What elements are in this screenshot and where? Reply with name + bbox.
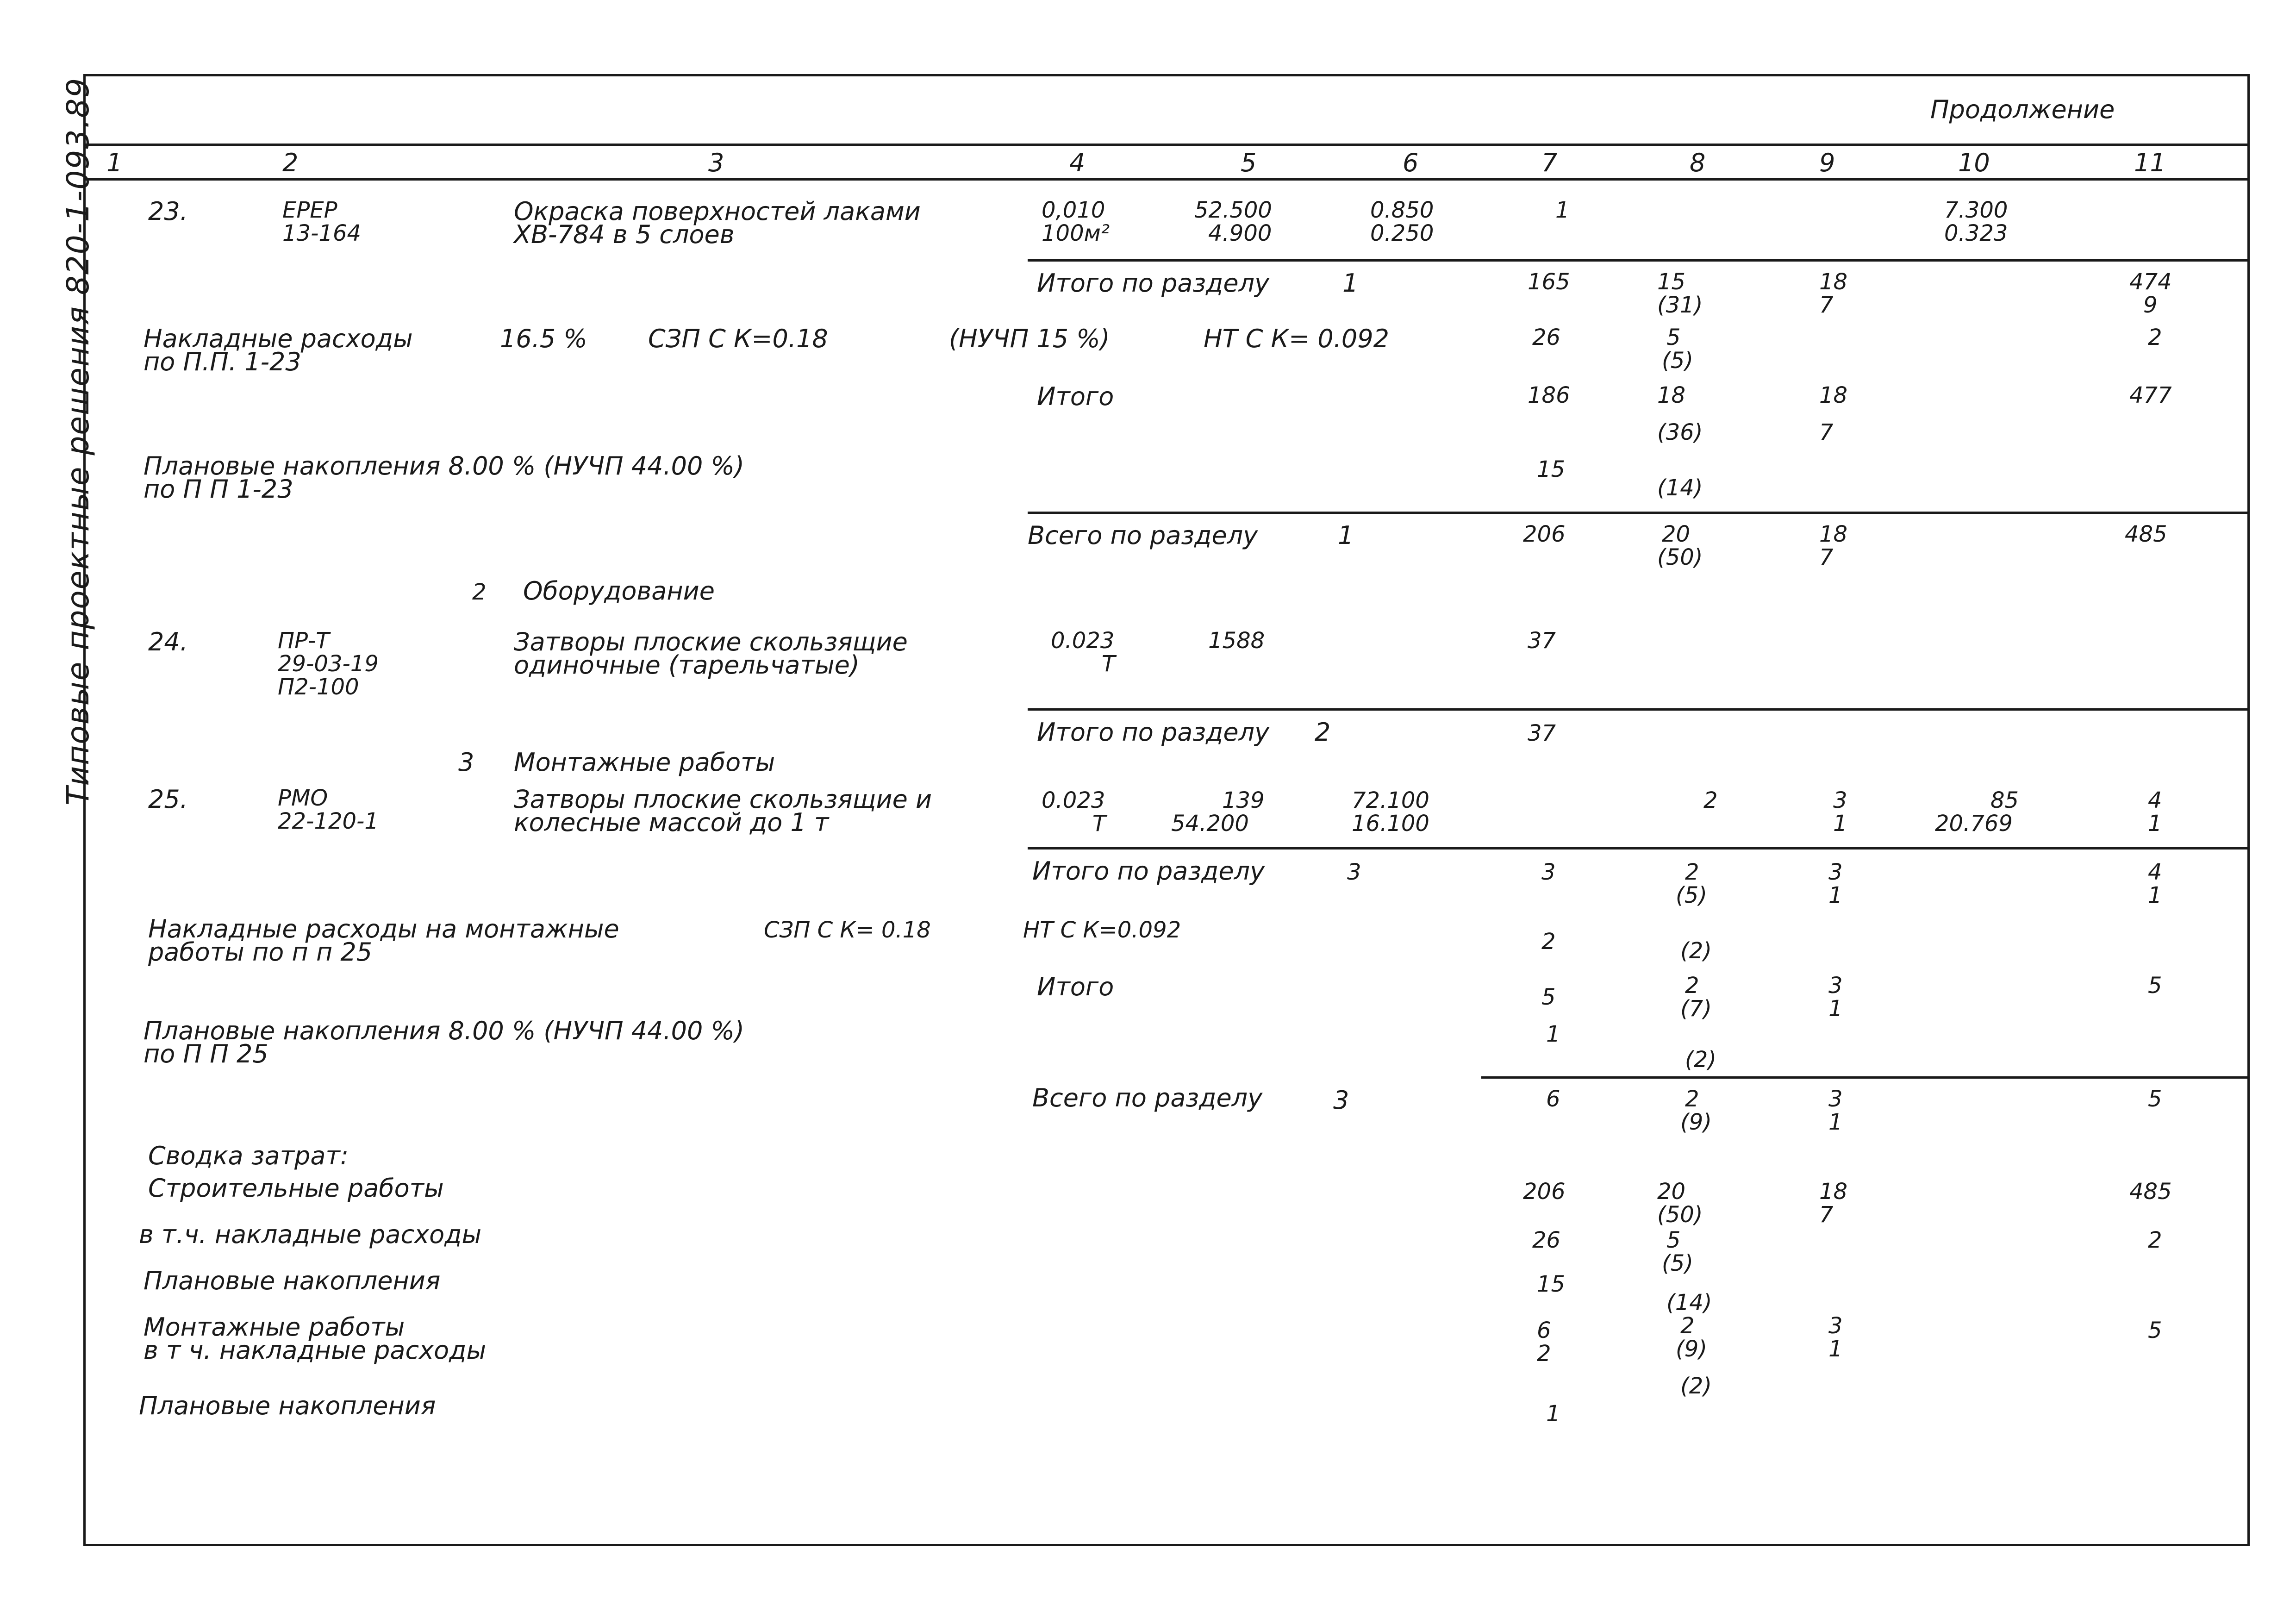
plan-label: по П П 25 xyxy=(144,1039,268,1068)
summary-label: в т.ч. накладные расходы xyxy=(139,1220,482,1249)
col-num: 9 xyxy=(1819,148,1835,177)
cell: (36) xyxy=(1657,419,1703,445)
row-name: ХВ-784 в 5 слоев xyxy=(514,220,735,249)
cell: 1 xyxy=(2148,811,2162,837)
cell: 206 xyxy=(1523,1179,1566,1205)
overhead-label: Накладные расходы на монтажные xyxy=(148,914,619,943)
cell: 1588 xyxy=(1208,628,1265,654)
cell: 3 xyxy=(1828,1313,1843,1339)
row-num: 23. xyxy=(148,197,188,226)
cell: 3 xyxy=(1828,859,1843,885)
row-name: Окраска поверхностей лаками xyxy=(514,197,921,226)
cell: 26 xyxy=(1532,1227,1561,1253)
cell: 2 xyxy=(1685,973,1699,999)
cell: 37 xyxy=(1528,628,1556,654)
overhead-szp: СЗП С К= 0.18 xyxy=(764,917,931,943)
row-code: 29-03-19 xyxy=(278,651,379,677)
section-total-label: Итого по разделу xyxy=(1037,718,1270,747)
cell: 54.200 xyxy=(1171,811,1249,837)
cell: 7 xyxy=(1819,419,1834,445)
summary-label: Монтажные работы xyxy=(144,1312,405,1342)
cell: 2 xyxy=(1703,787,1718,813)
cell: 52.500 xyxy=(1194,197,1272,223)
row-code: ЕРЕР xyxy=(282,197,337,223)
cell: 9 xyxy=(2143,292,2158,318)
cell: 0,010 xyxy=(1042,197,1105,223)
overhead-label: Накладные расходы xyxy=(144,324,413,353)
cell: 0.323 xyxy=(1944,220,2008,246)
overhead-nt: НТ С К= 0.092 xyxy=(1204,324,1389,353)
section-divider xyxy=(1481,1076,2250,1079)
cell: 1 xyxy=(2148,882,2162,908)
cell: 0.023 xyxy=(1051,628,1115,654)
cell: 2 xyxy=(1537,1341,1551,1367)
cell: 7 xyxy=(1819,292,1834,318)
cell: (50) xyxy=(1657,544,1703,570)
section-divider xyxy=(1028,512,2250,514)
cell: 20 xyxy=(1662,521,1691,547)
cell: 1 xyxy=(1828,882,1843,908)
cell: 3 xyxy=(1828,1086,1843,1112)
col-num: 3 xyxy=(708,148,724,177)
cell: 165 xyxy=(1528,269,1570,295)
cell: 37 xyxy=(1528,720,1556,746)
cell: 0.023 xyxy=(1042,787,1105,813)
overhead-nt: НТ С К=0.092 xyxy=(1023,917,1181,943)
row-name: Затворы плоские скользящие и xyxy=(514,785,932,814)
cell: (50) xyxy=(1657,1202,1703,1228)
overhead-label: по П.П. 1-23 xyxy=(144,347,301,376)
row-name: одиночные (тарельчатые) xyxy=(514,650,860,680)
cell: 5 xyxy=(1666,325,1681,350)
section-number: 1 xyxy=(1338,521,1354,550)
cell: 1 xyxy=(1828,1109,1843,1135)
cell: 2 xyxy=(2148,1227,2162,1253)
section-number: 2 xyxy=(472,579,487,605)
section-grand-label: Всего по разделу xyxy=(1028,521,1258,550)
column-numbers-divider xyxy=(83,178,2250,181)
cell: 18 xyxy=(1657,382,1686,408)
cell: 1 xyxy=(1828,1336,1843,1362)
cell: 16.100 xyxy=(1352,811,1429,837)
row-num: 24. xyxy=(148,627,188,656)
cell: 6 xyxy=(1546,1086,1560,1112)
row-name: Затворы плоские скользящие xyxy=(514,627,908,656)
cell: 5 xyxy=(2148,1086,2162,1112)
col-num: 1 xyxy=(106,148,123,177)
cell: 1 xyxy=(1555,197,1570,223)
section-divider xyxy=(1028,708,2250,711)
cell: 485 xyxy=(2125,521,2167,547)
overhead-nuchp: (НУЧП 15 %) xyxy=(949,324,1110,353)
cell: 15 xyxy=(1537,1271,1566,1297)
section-number: 2 xyxy=(1315,718,1331,747)
cell: (14) xyxy=(1657,475,1703,501)
cell: (14) xyxy=(1666,1290,1712,1316)
cell: 206 xyxy=(1523,521,1566,547)
subtotal-label: Итого xyxy=(1037,972,1114,1001)
cell: 139 xyxy=(1222,787,1265,813)
cell: (2) xyxy=(1680,1373,1712,1399)
cell: 1 xyxy=(1546,1021,1560,1047)
section-title: Оборудование xyxy=(523,576,715,606)
section-number: 3 xyxy=(1347,859,1361,885)
row-name: колесные массой до 1 т xyxy=(514,808,829,837)
col-num: 6 xyxy=(1403,148,1419,177)
section-number: 3 xyxy=(458,748,474,777)
cell: 1 xyxy=(1833,811,1847,837)
cell: 100м² xyxy=(1042,220,1110,246)
overhead-szp: СЗП С К=0.18 xyxy=(648,324,828,353)
cell: 2 xyxy=(1685,859,1699,885)
summary-label: Плановые накопления xyxy=(144,1266,441,1295)
section-divider xyxy=(1028,847,2250,849)
cell: 4.900 xyxy=(1208,220,1272,246)
overhead-label: работы по п п 25 xyxy=(148,937,373,967)
cell: 6 xyxy=(1537,1318,1551,1343)
cell: (9) xyxy=(1676,1336,1707,1362)
cell: 2 xyxy=(1680,1313,1695,1339)
section-total-label: Итого по разделу xyxy=(1032,856,1265,886)
cell: 7.300 xyxy=(1944,197,2008,223)
cell: (7) xyxy=(1680,996,1712,1022)
col-num: 2 xyxy=(282,148,299,177)
continuation-label: Продолжение xyxy=(1930,95,2115,124)
side-title: Типовые проектные решения 820-1-093.89 xyxy=(60,77,96,806)
cell: (5) xyxy=(1676,882,1707,908)
col-num: 4 xyxy=(1069,148,1086,177)
cell: 26 xyxy=(1532,325,1561,350)
row-num: 25. xyxy=(148,785,188,814)
cell: 186 xyxy=(1528,382,1570,408)
cell: Т xyxy=(1102,651,1116,677)
plan-label: Плановые накопления 8.00 % (НУЧП 44.00 %) xyxy=(144,451,744,481)
cell: 1 xyxy=(1828,996,1843,1022)
cell: 18 xyxy=(1819,1179,1848,1205)
col-num: 5 xyxy=(1241,148,1257,177)
cell: (2) xyxy=(1680,938,1712,964)
header-divider xyxy=(83,144,2250,146)
cell: Т xyxy=(1092,811,1106,837)
cell: 20.769 xyxy=(1935,811,2013,837)
summary-title: Сводка затрат: xyxy=(148,1141,349,1170)
cell: 4 xyxy=(2148,859,2162,885)
cell: 3 xyxy=(1541,859,1556,885)
cell: (9) xyxy=(1680,1109,1712,1135)
cell: (5) xyxy=(1662,348,1693,374)
col-num: 10 xyxy=(1958,148,1990,177)
cell: 18 xyxy=(1819,382,1848,408)
summary-label: Строительные работы xyxy=(148,1174,444,1203)
cell: 5 xyxy=(1541,984,1556,1010)
cell: 0.250 xyxy=(1370,220,1434,246)
summary-label: в т ч. накладные расходы xyxy=(144,1336,487,1365)
row-code: 13-164 xyxy=(282,220,362,246)
cell: 72.100 xyxy=(1352,787,1429,813)
cell: (31) xyxy=(1657,292,1703,318)
overhead-pct: 16.5 % xyxy=(500,324,587,353)
row-code: ПР-Т xyxy=(278,628,330,654)
cell: 15 xyxy=(1657,269,1686,295)
cell: 3 xyxy=(1828,973,1843,999)
section-grand-label: Всего по разделу xyxy=(1032,1083,1263,1112)
section-total-label: Итого по разделу xyxy=(1037,269,1270,298)
cell: 5 xyxy=(2148,973,2162,999)
section-number: 3 xyxy=(1333,1086,1349,1115)
cell: 2 xyxy=(1685,1086,1699,1112)
plan-label: Плановые накопления 8.00 % (НУЧП 44.00 %) xyxy=(144,1016,744,1045)
cell: 85 xyxy=(1990,787,2019,813)
col-num: 7 xyxy=(1541,148,1558,177)
plan-label: по П П 1-23 xyxy=(144,475,293,504)
cell: 7 xyxy=(1819,1202,1834,1228)
cell: 15 xyxy=(1537,456,1566,482)
subtotal-label: Итого xyxy=(1037,382,1114,411)
col-num: 11 xyxy=(2134,148,2166,177)
cell: 1 xyxy=(1546,1401,1560,1427)
cell: (5) xyxy=(1662,1250,1693,1276)
cell: 7 xyxy=(1819,544,1834,570)
row-code: РМО xyxy=(278,785,328,811)
cell: 18 xyxy=(1819,521,1848,547)
cell: 477 xyxy=(2129,382,2172,408)
row-code: П2-100 xyxy=(278,674,359,700)
cell: 3 xyxy=(1833,787,1847,813)
cell: 474 xyxy=(2129,269,2172,295)
section-title: Монтажные работы xyxy=(514,748,775,777)
cell: 18 xyxy=(1819,269,1848,295)
section-divider xyxy=(1028,259,2250,262)
cell: 20 xyxy=(1657,1179,1686,1205)
section-number: 1 xyxy=(1342,269,1359,298)
row-code: 22-120-1 xyxy=(278,808,379,834)
cell: 5 xyxy=(2148,1318,2162,1343)
summary-label: Плановые накопления xyxy=(139,1391,436,1420)
cell: 4 xyxy=(2148,787,2162,813)
cell: (2) xyxy=(1685,1047,1716,1073)
cell: 485 xyxy=(2129,1179,2172,1205)
cell: 0.850 xyxy=(1370,197,1434,223)
cell: 2 xyxy=(2148,325,2162,350)
cell: 5 xyxy=(1666,1227,1681,1253)
col-num: 8 xyxy=(1690,148,1706,177)
cell: 2 xyxy=(1541,929,1556,955)
